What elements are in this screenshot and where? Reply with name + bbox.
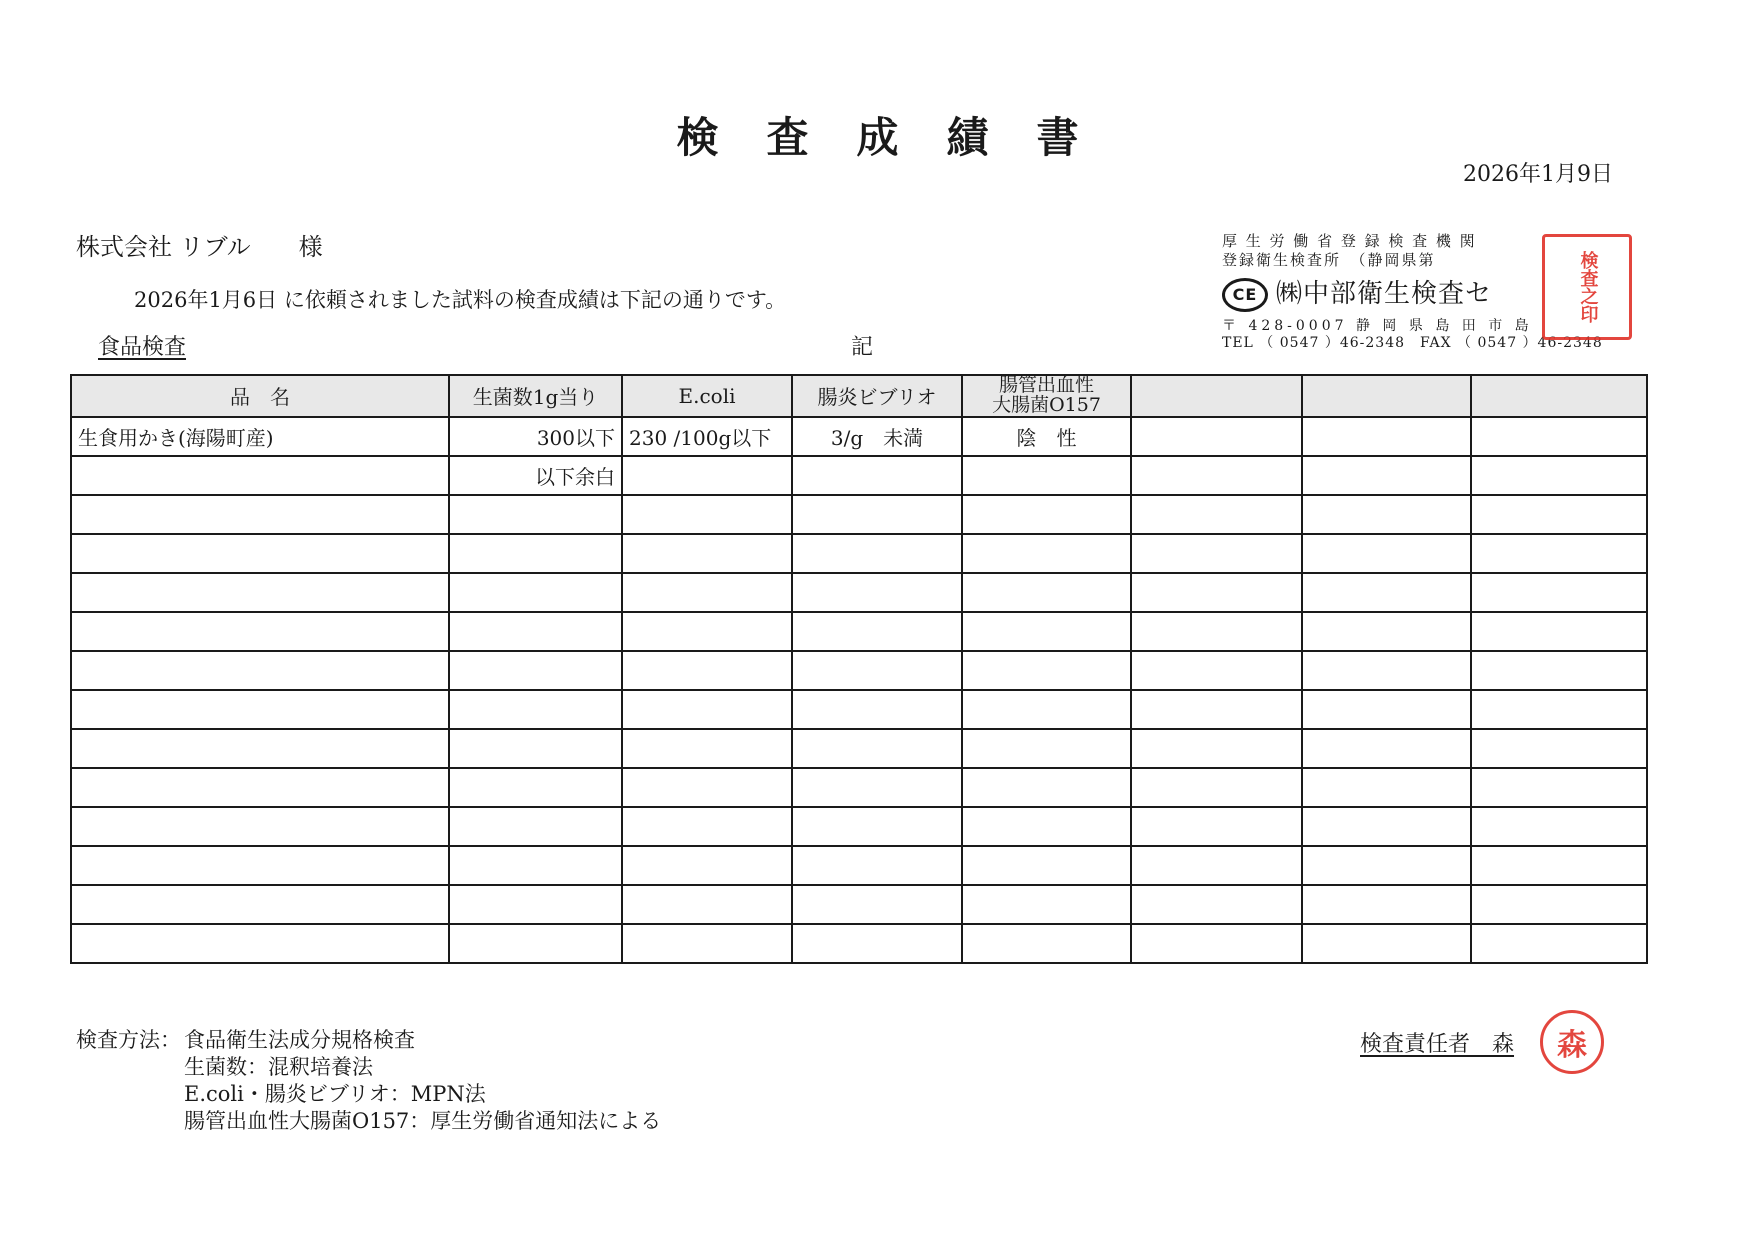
table-cell	[1131, 807, 1302, 846]
table-cell	[1471, 807, 1647, 846]
table-cell	[962, 768, 1131, 807]
method-label: 検査方法：	[76, 1028, 181, 1052]
table-cell	[71, 729, 449, 768]
table-cell: 300以下	[449, 417, 622, 456]
table-cell	[1471, 729, 1647, 768]
table-body	[71, 417, 1647, 963]
table-cell	[71, 534, 449, 573]
table-cell	[71, 846, 449, 885]
table-cell	[792, 573, 962, 612]
table-cell	[962, 495, 1131, 534]
table-cell	[622, 924, 792, 963]
table-cell	[1131, 534, 1302, 573]
table-cell	[1471, 651, 1647, 690]
table-cell	[1302, 924, 1471, 963]
lab-logo-icon: CE	[1222, 278, 1268, 312]
method-line: 腸管出血性大腸菌O157：厚生労働省通知法による	[184, 1109, 662, 1133]
table-cell	[622, 846, 792, 885]
table-cell	[71, 651, 449, 690]
table-cell	[1131, 495, 1302, 534]
table-cell	[71, 690, 449, 729]
table-cell	[1131, 417, 1302, 456]
lab-seal-stamp: 検査之印	[1542, 234, 1632, 340]
table-cell	[71, 495, 449, 534]
table-cell	[71, 885, 449, 924]
table-header-row	[71, 375, 1647, 417]
table-row	[71, 924, 1647, 963]
table-cell	[1131, 768, 1302, 807]
table-row	[71, 534, 1647, 573]
table-cell	[1471, 495, 1647, 534]
table-cell	[1302, 729, 1471, 768]
table-cell	[792, 534, 962, 573]
table-cell	[1302, 573, 1471, 612]
table-cell	[1302, 612, 1471, 651]
method-line: 食品衛生法成分規格検査	[184, 1028, 415, 1052]
method-line: E.coli・腸炎ビブリオ：MPN法	[184, 1082, 486, 1106]
table-cell	[1471, 690, 1647, 729]
table-cell	[962, 729, 1131, 768]
table-cell	[792, 495, 962, 534]
table-cell	[962, 612, 1131, 651]
column-header	[1471, 375, 1647, 417]
table-row	[71, 651, 1647, 690]
inspector-seal-stamp: 森	[1540, 1010, 1604, 1074]
table-cell	[449, 495, 622, 534]
column-header: 腸炎ビブリオ	[792, 375, 962, 417]
table-cell	[1131, 573, 1302, 612]
table-cell	[1302, 885, 1471, 924]
test-method	[76, 1027, 661, 1135]
table-row	[71, 768, 1647, 807]
table-row	[71, 690, 1647, 729]
table-cell	[449, 924, 622, 963]
column-header: 品 名	[71, 375, 449, 417]
table-cell	[1302, 534, 1471, 573]
table-cell	[449, 651, 622, 690]
table-cell	[1471, 924, 1647, 963]
table-cell	[962, 807, 1131, 846]
results-table	[70, 374, 1648, 964]
table-cell	[792, 846, 962, 885]
table-cell	[962, 690, 1131, 729]
table-cell	[1471, 612, 1647, 651]
table-cell	[1131, 846, 1302, 885]
lab-registration-2: 登録衛生検査所 （静岡県第	[1222, 250, 1436, 269]
table-cell	[962, 885, 1131, 924]
table-cell	[1302, 768, 1471, 807]
table-cell	[1471, 417, 1647, 456]
table-cell	[449, 885, 622, 924]
table-row	[71, 807, 1647, 846]
column-header	[1131, 375, 1302, 417]
table-cell	[1131, 885, 1302, 924]
column-header: 生菌数1g当り	[449, 375, 622, 417]
table-cell: 230 /100g以下	[622, 417, 792, 456]
table-cell	[1302, 846, 1471, 885]
document-title: 検査成績書	[676, 113, 1127, 162]
table-cell	[1302, 456, 1471, 495]
table-cell	[1131, 456, 1302, 495]
table-row	[71, 729, 1647, 768]
table-cell	[71, 456, 449, 495]
table-cell	[622, 573, 792, 612]
table-cell	[1302, 495, 1471, 534]
table-cell	[1471, 885, 1647, 924]
table-cell	[792, 729, 962, 768]
issue-date: 2026年1月9日	[1463, 162, 1613, 187]
table-cell	[792, 651, 962, 690]
table-cell	[449, 612, 622, 651]
table-cell	[1131, 924, 1302, 963]
table-cell	[622, 651, 792, 690]
column-header: 腸管出血性 大腸菌O157	[962, 375, 1131, 417]
lab-address: 〒 428-0007 静 岡 県 島 田 市 島	[1222, 317, 1533, 334]
table-cell	[1131, 612, 1302, 651]
table-cell	[449, 534, 622, 573]
table-row	[71, 573, 1647, 612]
table-cell	[1471, 846, 1647, 885]
table-cell	[792, 885, 962, 924]
table-cell	[622, 612, 792, 651]
table-cell	[71, 768, 449, 807]
intro-text: 2026年1月6日 に依頼されました試料の検査成績は下記の通りです。	[134, 288, 787, 312]
table-row	[71, 456, 1647, 495]
table-cell	[1471, 534, 1647, 573]
table-cell	[792, 924, 962, 963]
inspector-signature: 検査責任者 森	[1360, 1032, 1515, 1057]
table-cell	[622, 885, 792, 924]
table-cell	[962, 924, 1131, 963]
table-cell	[71, 924, 449, 963]
table-cell	[1302, 807, 1471, 846]
table-row	[71, 495, 1647, 534]
table-cell	[792, 807, 962, 846]
table-cell	[1131, 690, 1302, 729]
table-cell	[1131, 651, 1302, 690]
table-row	[71, 612, 1647, 651]
table-cell: 陰 性	[962, 417, 1131, 456]
method-line: 生菌数：混釈培養法	[184, 1055, 373, 1079]
table-cell	[622, 729, 792, 768]
table-cell: 生食用かき(海陽町産)	[71, 417, 449, 456]
lab-phone: TEL （ 0547 ）46-2348 FAX （ 0547 ）46-2348	[1222, 335, 1603, 351]
test-category: 食品検査	[98, 335, 187, 360]
table-cell	[1302, 651, 1471, 690]
table-cell	[449, 846, 622, 885]
table-cell	[962, 846, 1131, 885]
table-cell	[622, 495, 792, 534]
lab-registration: 厚 生 労 働 省 登 録 検 査 機 関	[1222, 232, 1477, 250]
table-cell	[792, 768, 962, 807]
column-header: E.coli	[622, 375, 792, 417]
table-cell	[71, 573, 449, 612]
table-cell	[449, 729, 622, 768]
table-cell	[1471, 456, 1647, 495]
table-row	[71, 846, 1647, 885]
table-cell	[449, 690, 622, 729]
table-cell	[622, 768, 792, 807]
table-cell	[622, 456, 792, 495]
table-row	[71, 417, 1647, 456]
table-cell	[449, 807, 622, 846]
table-cell	[1131, 729, 1302, 768]
table-cell	[1302, 417, 1471, 456]
table-cell	[962, 456, 1131, 495]
table-cell	[962, 534, 1131, 573]
table-cell	[962, 651, 1131, 690]
table-cell	[622, 534, 792, 573]
table-cell	[792, 612, 962, 651]
table-cell	[792, 456, 962, 495]
table-cell	[962, 573, 1131, 612]
table-cell	[1302, 690, 1471, 729]
ki-mark: 記	[851, 335, 874, 360]
table-cell	[1471, 768, 1647, 807]
table-cell	[449, 573, 622, 612]
table-cell: 3/g 未満	[792, 417, 962, 456]
table-cell	[71, 612, 449, 651]
recipient: 株式会社 リブル 様	[76, 233, 323, 261]
table-cell	[71, 807, 449, 846]
table-cell: 以下余白	[449, 456, 622, 495]
table-cell	[449, 768, 622, 807]
table-cell	[622, 807, 792, 846]
column-header	[1302, 375, 1471, 417]
lab-name: ㈱中部衛生検査セ	[1276, 279, 1493, 310]
table-cell	[622, 690, 792, 729]
table-cell	[792, 690, 962, 729]
table-row	[71, 885, 1647, 924]
table-cell	[1471, 573, 1647, 612]
